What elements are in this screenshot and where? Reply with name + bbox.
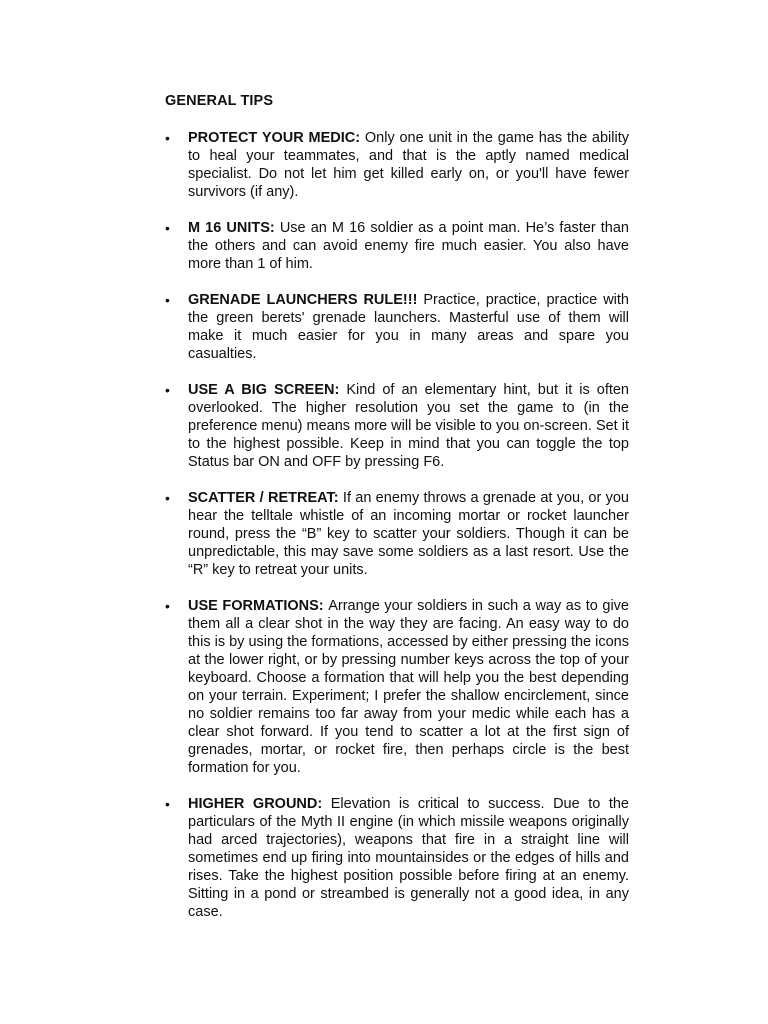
tip-item	[165, 795, 629, 921]
tip-item	[165, 129, 629, 201]
tips-list	[165, 129, 629, 939]
tip-title: GRENADE LAUNCHERS RULE!!!	[188, 292, 424, 308]
bullet-icon: •	[165, 598, 170, 614]
tip-title: M 16 UNITS:	[188, 220, 280, 236]
tip-title: HIGHER GROUND:	[188, 796, 331, 812]
tip-item	[165, 597, 629, 777]
bullet-icon: •	[165, 796, 170, 812]
bullet-icon: •	[165, 220, 170, 236]
tip-title: SCATTER / RETREAT:	[188, 490, 343, 506]
tip-title: USE A BIG SCREEN:	[188, 382, 347, 398]
tip-item	[165, 219, 629, 273]
tip-text: Only one unit in the game has the ability to heal your teammates, and that is the aptly named medical specialist. Do not let him get killed early on, or you'll have fewer survivors (if any).	[188, 130, 630, 200]
bullet-icon: •	[165, 130, 170, 146]
tip-item	[165, 489, 629, 579]
bullet-icon: •	[165, 490, 170, 506]
tip-text: Use an M 16 soldier as a point man. He’s faster than the others and can avoid enemy fire much easier. You also have more than 1 of him.	[188, 220, 630, 272]
tip-text: If an enemy throws a grenade at you, or you hear the telltale whistle of an incoming mortar or rocket launcher round, press the “B” key to scatter your soldiers. Though it can be unpredictable, this may save some soldiers as a last resort. Use the “R” key to retreat your units.	[188, 490, 629, 578]
tip-item	[165, 291, 629, 363]
bullet-icon: •	[165, 292, 170, 308]
tip-text: Elevation is critical to success. Due to the particulars of the Myth II engine (in which missile weapons originally had arced trajectories), weapons that fire in a straight line will sometimes end up firing into mountainsides or the edges of hills and rises. Take the highest position possible before firing at an enemy. Sitting in a pond or streambed is generally not a good idea, in any case.	[188, 796, 629, 920]
tip-item	[165, 381, 629, 471]
tip-title: PROTECT YOUR MEDIC:	[188, 130, 365, 146]
tip-text: Kind of an elementary hint, but it is often overlooked. The higher resolution you set the game to (in the preference menu) means more will be visible to you on-screen. Set it to the highest possible. Keep in mind that you can toggle the top Status bar ON and OFF by pressing F6.	[188, 382, 629, 470]
tip-text: Practice, practice, practice with the green berets' grenade launchers. Masterful use of them will make it much easier for you in many areas and spare you casualties.	[188, 292, 629, 362]
tip-title: USE FORMATIONS:	[188, 598, 329, 614]
bullet-icon: •	[165, 382, 170, 398]
page-heading: GENERAL TIPS	[165, 93, 274, 109]
tip-text: Arrange your soldiers in such a way as to give them all a clear shot in the way they are facing. An easy way to do this is by using the formations, accessed by either pressing the icons at the lower right, or by pressing number keys across the top of your keyboard. Choose a formation that will help you the best depending on your terrain. Experiment; I prefer the shallow encirclement, since no soldier remains too far away from your medic while each has a clear shot forward. If you tend to scatter a lot at the first sign of grenades, mortar, or rocket fire, then perhaps circle is the best formation for you.	[188, 598, 629, 776]
